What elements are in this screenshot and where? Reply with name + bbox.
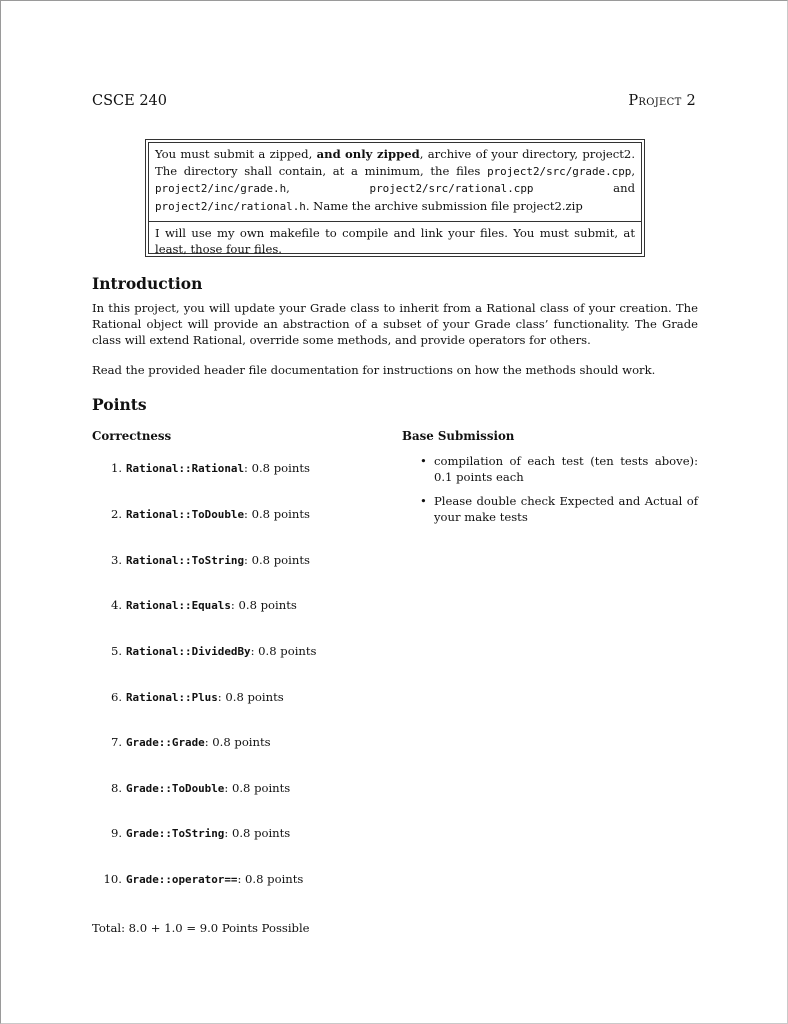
submission-instructions: You must submit a zipped, and only zipped, archive of your directory, project2. The directory shall contain, at a minimum, the files project2/src/grade.cpp, project2/inc/grade.h, project2/src/rational.cpp and project2/inc/rational.h. Name the archive submission file project2.zip xyxy=(155,147,635,213)
makefile-note: I will use my own makefile to compile and link your files. You must submit, at least, those four files. xyxy=(155,226,635,256)
file-path: project2/inc/rational.h xyxy=(155,199,306,213)
header-doc-note: Read the provided header file documentation for instructions on how the methods should work. xyxy=(92,363,656,377)
page-header xyxy=(92,93,696,109)
list-item: 3. Rational::ToString: 0.8 points xyxy=(110,553,310,567)
submission-box xyxy=(145,139,645,257)
file-path: project2/src/grade.cpp xyxy=(487,164,632,178)
correctness-title: Correctness xyxy=(92,429,172,443)
list-item: 2. Rational::ToDouble: 0.8 points xyxy=(110,507,310,521)
course-code: CSCE 240 xyxy=(92,93,167,109)
list-item: 4. Rational::Equals: 0.8 points xyxy=(110,598,297,612)
introduction-heading: Introduction xyxy=(92,274,203,293)
file-path: project2/inc/grade.h xyxy=(155,182,287,195)
list-item: 8. Grade::ToDouble: 0.8 points xyxy=(110,781,291,795)
bullet-icon: • xyxy=(420,454,427,468)
bullet-item: • Please double check Expected and Actual of your make tests xyxy=(420,494,698,524)
list-item: 7. Grade::Grade: 0.8 points xyxy=(110,735,271,749)
list-item: 9. Grade::ToString: 0.8 points xyxy=(110,826,291,840)
base-submission-title: Base Submission xyxy=(402,429,515,443)
bullet-item: • compilation of each test (ten tests above): 0.1 points each xyxy=(420,454,698,484)
introduction-paragraph: In this project, you will update your Grade class to inherit from a Rational class of your creation. The Rational object will provide an abstraction of a subset of your Grade class’ functionality. The Grade class will extend Rational, override some methods, and provide operators for others. xyxy=(92,301,698,347)
points-heading: Points xyxy=(92,395,147,414)
total-points: Total: 8.0 + 1.0 = 9.0 Points Possible xyxy=(92,921,310,935)
project-label: Project 2 xyxy=(628,93,696,109)
file-path: project2/src/rational.cpp xyxy=(369,182,534,195)
list-item: 6. Rational::Plus: 0.8 points xyxy=(110,690,284,704)
bullet-icon: • xyxy=(420,494,427,508)
list-item: 1. Rational::Rational: 0.8 points xyxy=(110,461,310,475)
list-item: 5. Rational::DividedBy: 0.8 points xyxy=(110,644,317,658)
list-item: 10. Grade::operator==: 0.8 points xyxy=(103,872,304,886)
